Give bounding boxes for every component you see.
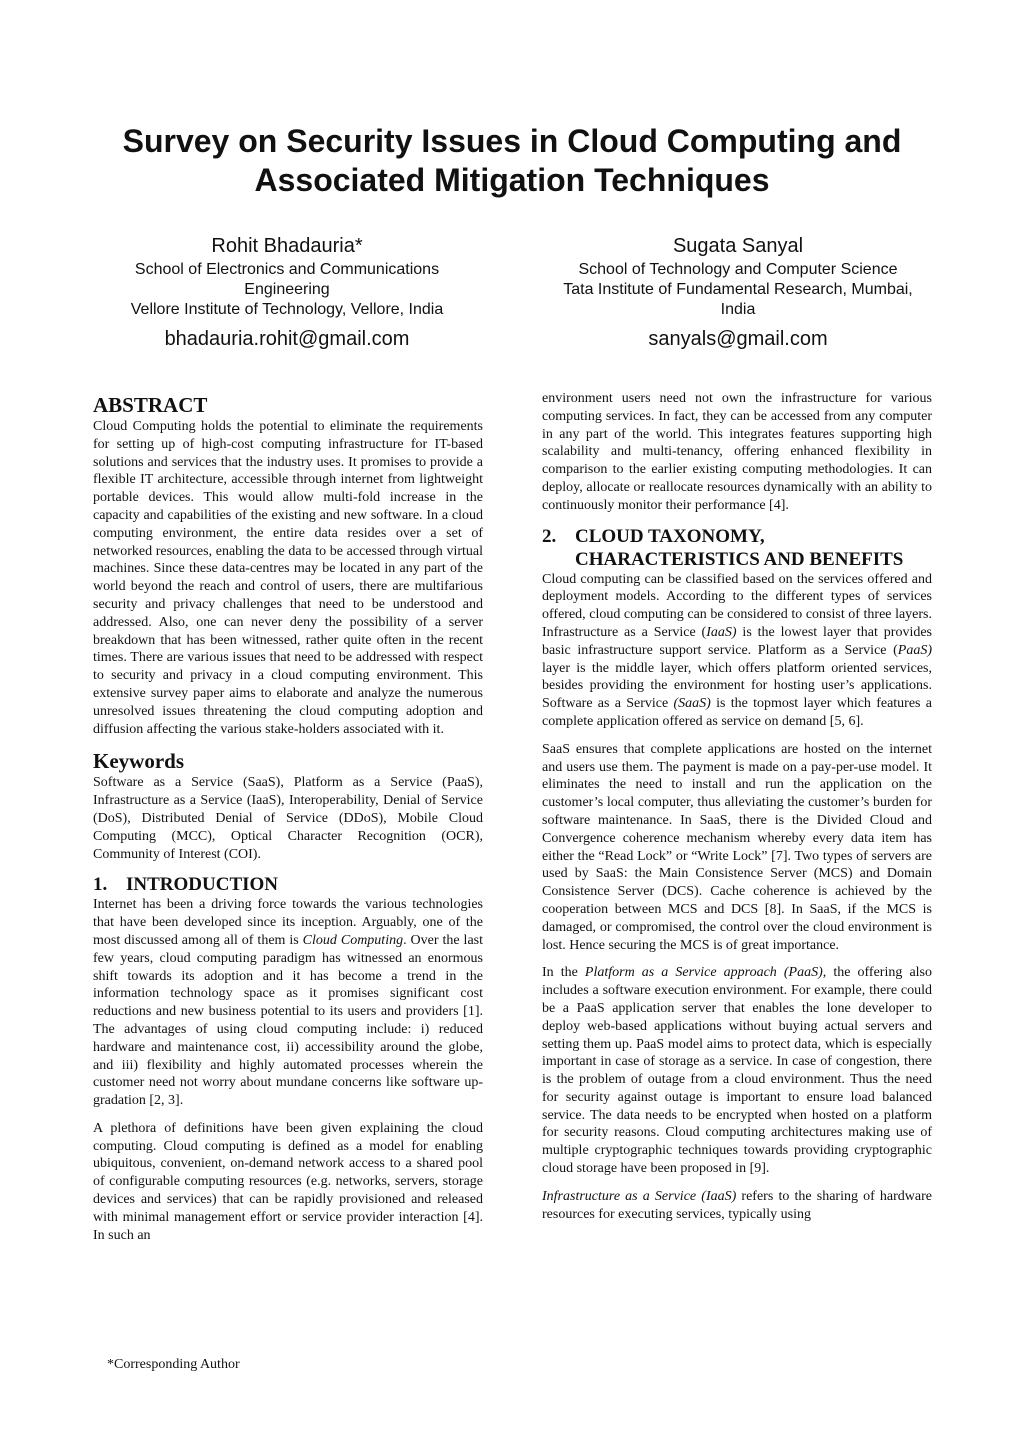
taxonomy-paragraph-4: [542, 1188, 932, 1224]
emphasis-term: Infrastructure as a Service (IaaS): [542, 1188, 737, 1204]
taxonomy-paragraph-1: [542, 571, 932, 731]
text-run: is the topmost layer which features a complete application offered as service on demand [5, 6].: [542, 696, 932, 729]
taxonomy-paragraph-2: SaaS ensures that complete applications are hosted on the internet and users use them. The payment is made on a pay-per-use model. It eliminates the need to install and run the application on the customer’s local computer, thus alleviating the customer’s burden for software maintenance. In SaaS, there is the Divided Cloud and Convergence coherence mechanism whereby every data item has either the “Read Lock” or “Write Lock” [7]. Two types of servers are used by SaaS: the Main Consistence Server (MCS) and Domain Consistence Server (DCS). Cache coherence is achieved by the cooperation between MCS and DCS [8]. In SaaS, if the MCS is damaged, or compromised, the control over the cloud environment is lost. Hence securing the MCS is of great importance.: [542, 741, 932, 953]
text-run: Internet has been a driving force towards the various technologies that have been developed since its inception. Arguably, one of the most discussed among all of them is: [93, 897, 483, 948]
author-affiliation-line: Tata Institute of Fundamental Research, Mumbai,: [563, 281, 913, 298]
emphasis-term: PaaS): [897, 642, 932, 658]
author-name: Sugata Sanyal: [672, 235, 804, 257]
author-block-1: [67, 232, 507, 352]
title-line-2: Associated Mitigation Techniques: [254, 162, 770, 198]
intro-paragraph-2: A plethora of definitions have been given explaining the cloud computing. Cloud computing is defined as a model for enabling ubiquitous, convenient, on-demand network access to a shared pool of configurable computing resources (e.g. networks, servers, storage devices and services) that can be rapidly provisioned and released with minimal management effort or service provider interaction [4]. In such an: [93, 1120, 483, 1243]
footnote: *Corresponding Author: [107, 1357, 240, 1372]
abstract-heading: ABSTRACT: [93, 393, 208, 417]
right-column: [542, 390, 932, 1233]
section-title-line: CLOUD TAXONOMY,: [575, 525, 765, 547]
intro-paragraph-2-continued: environment users need not own the infrastructure for various computing services. In fact, they can be accessed from any computer in any part of the world. This integrates features supporting high scalability and multi-tenancy, offering enhanced flexibility in comparison to the earlier existing computing methodologies. It can deploy, allocate or reallocate resources dynamically with an ability to continuously monitor their performance [4].: [542, 391, 932, 513]
intro-paragraph-1: [93, 896, 483, 1110]
author-name: Rohit Bhadauria*: [211, 235, 363, 257]
keywords-text: Software as a Service (SaaS), Platform as a Service (PaaS), Infrastructure as a Service (IaaS), Interoperability, Denial of Service (DoS), Distributed Denial of Service (DDoS), Mobile Cloud Computing (MCC), Optical Character Recognition (OCR), Community of Interest (COI).: [93, 775, 483, 862]
emphasis-term: IaaS): [706, 624, 737, 640]
author-affiliation-line: Vellore Institute of Technology, Vellore, India: [130, 301, 444, 318]
author-affiliation-line: Engineering: [244, 281, 330, 298]
section-number: 2.: [542, 525, 557, 547]
abstract-text: Cloud Computing holds the potential to eliminate the requirements for setting up of high-cost computing infrastructure for IT-based solutions and services that the industry uses. It promises to provide a flexible IT architecture, accessible through internet from lightweight portable devices. This would allow multi-fold increase in the capacity and capabilities of the existing and new software. In a cloud computing environment, the entire data resides over a set of networked resources, enabling the data to be accessed through virtual machines. Since these data-centres may be located in any part of the world beyond the reach and control of users, there are multifarious security and privacy challenges that need to be understood and addressed. Also, one can never deny the possibility of a server breakdown that has been witnessed, rather quite often in the recent times. There are various issues that need to be addressed with respect to security and privacy in a cloud computing environment. This extensive survey paper aims to elaborate and analyze the numerous unresolved issues threatening the cloud computing adoption and diffusion affecting the various stake-holders associated with it.: [93, 419, 483, 737]
text-run: is the lowest layer that provides basic infrastructure support service. Platform as a Service (: [542, 624, 932, 658]
section-heading-introduction: [93, 873, 483, 896]
emphasis-term: Platform as a Service approach (PaaS): [584, 965, 823, 981]
left-column: [93, 390, 483, 1254]
author-affiliation-line: India: [720, 301, 756, 318]
author-affiliation-line: School of Electronics and Communications: [134, 261, 440, 278]
section-title-line: CHARACTERISTICS AND BENEFITS: [575, 548, 904, 570]
author-affiliation-line: School of Technology and Computer Science: [578, 261, 898, 278]
paper-title: [60, 122, 964, 200]
section-number: 1.: [93, 874, 108, 896]
text-run: In the: [542, 965, 585, 981]
author-email[interactable]: sanyals@gmail.com: [648, 328, 828, 350]
author-email[interactable]: bhadauria.rohit@gmail.com: [164, 328, 410, 350]
keywords-heading: Keywords: [93, 749, 184, 774]
section-heading-taxonomy: [542, 525, 932, 571]
text-run: layer is the middle layer, which offers platform oriented services, besides providing the environment for hosting user’s applications. Software as a Service: [542, 660, 932, 712]
text-run: refers to the sharing of hardware resources for executing services, typically using: [542, 1188, 932, 1222]
author-block-2: [518, 232, 958, 352]
taxonomy-paragraph-3: [542, 964, 932, 1178]
emphasis-term: (SaaS): [673, 696, 711, 712]
title-line-1: Survey on Security Issues in Cloud Computing and: [122, 123, 902, 159]
emphasis-term: Cloud Computing: [302, 932, 404, 948]
text-run: . Over the last few years, cloud computing paradigm has witnessed an enormous shift towards its adoption and it has become a trend in the information technology space as it promises significant cost reductions and new business potential to its users and providers [1]. The advantages of using cloud computing include: i) reduced hardware and maintenance cost, ii) accessibility around the globe, and iii) flexibility and highly automated processes wherein the customer need not worry about mundane concerns like software up-gradation [2, 3].: [93, 932, 483, 1109]
text-run: , the offering also includes a software execution environment. For example, there could be a PaaS application server that enables the lone developer to deploy web-based applications without buying actual servers and setting them up. PaaS model aims to protect data, which is especially important in case of storage as a service. In case of congestion, there is the problem of outage from a cloud environment. Thus the need for security against outage is important to ensure load balanced service. The data needs to be encrypted when hosted on a platform for security reasons. Cloud computing architectures making use of multiple cryptographic techniques towards providing cryptographic cloud storage have been proposed in [9].: [542, 965, 932, 1177]
text-run: Cloud computing can be classified based on the services offered and deployment models. According to the different types of services offered, cloud computing can be considered to consist of three layers. Infrastructure as a Service (: [542, 571, 932, 640]
section-title: INTRODUCTION: [126, 874, 279, 896]
